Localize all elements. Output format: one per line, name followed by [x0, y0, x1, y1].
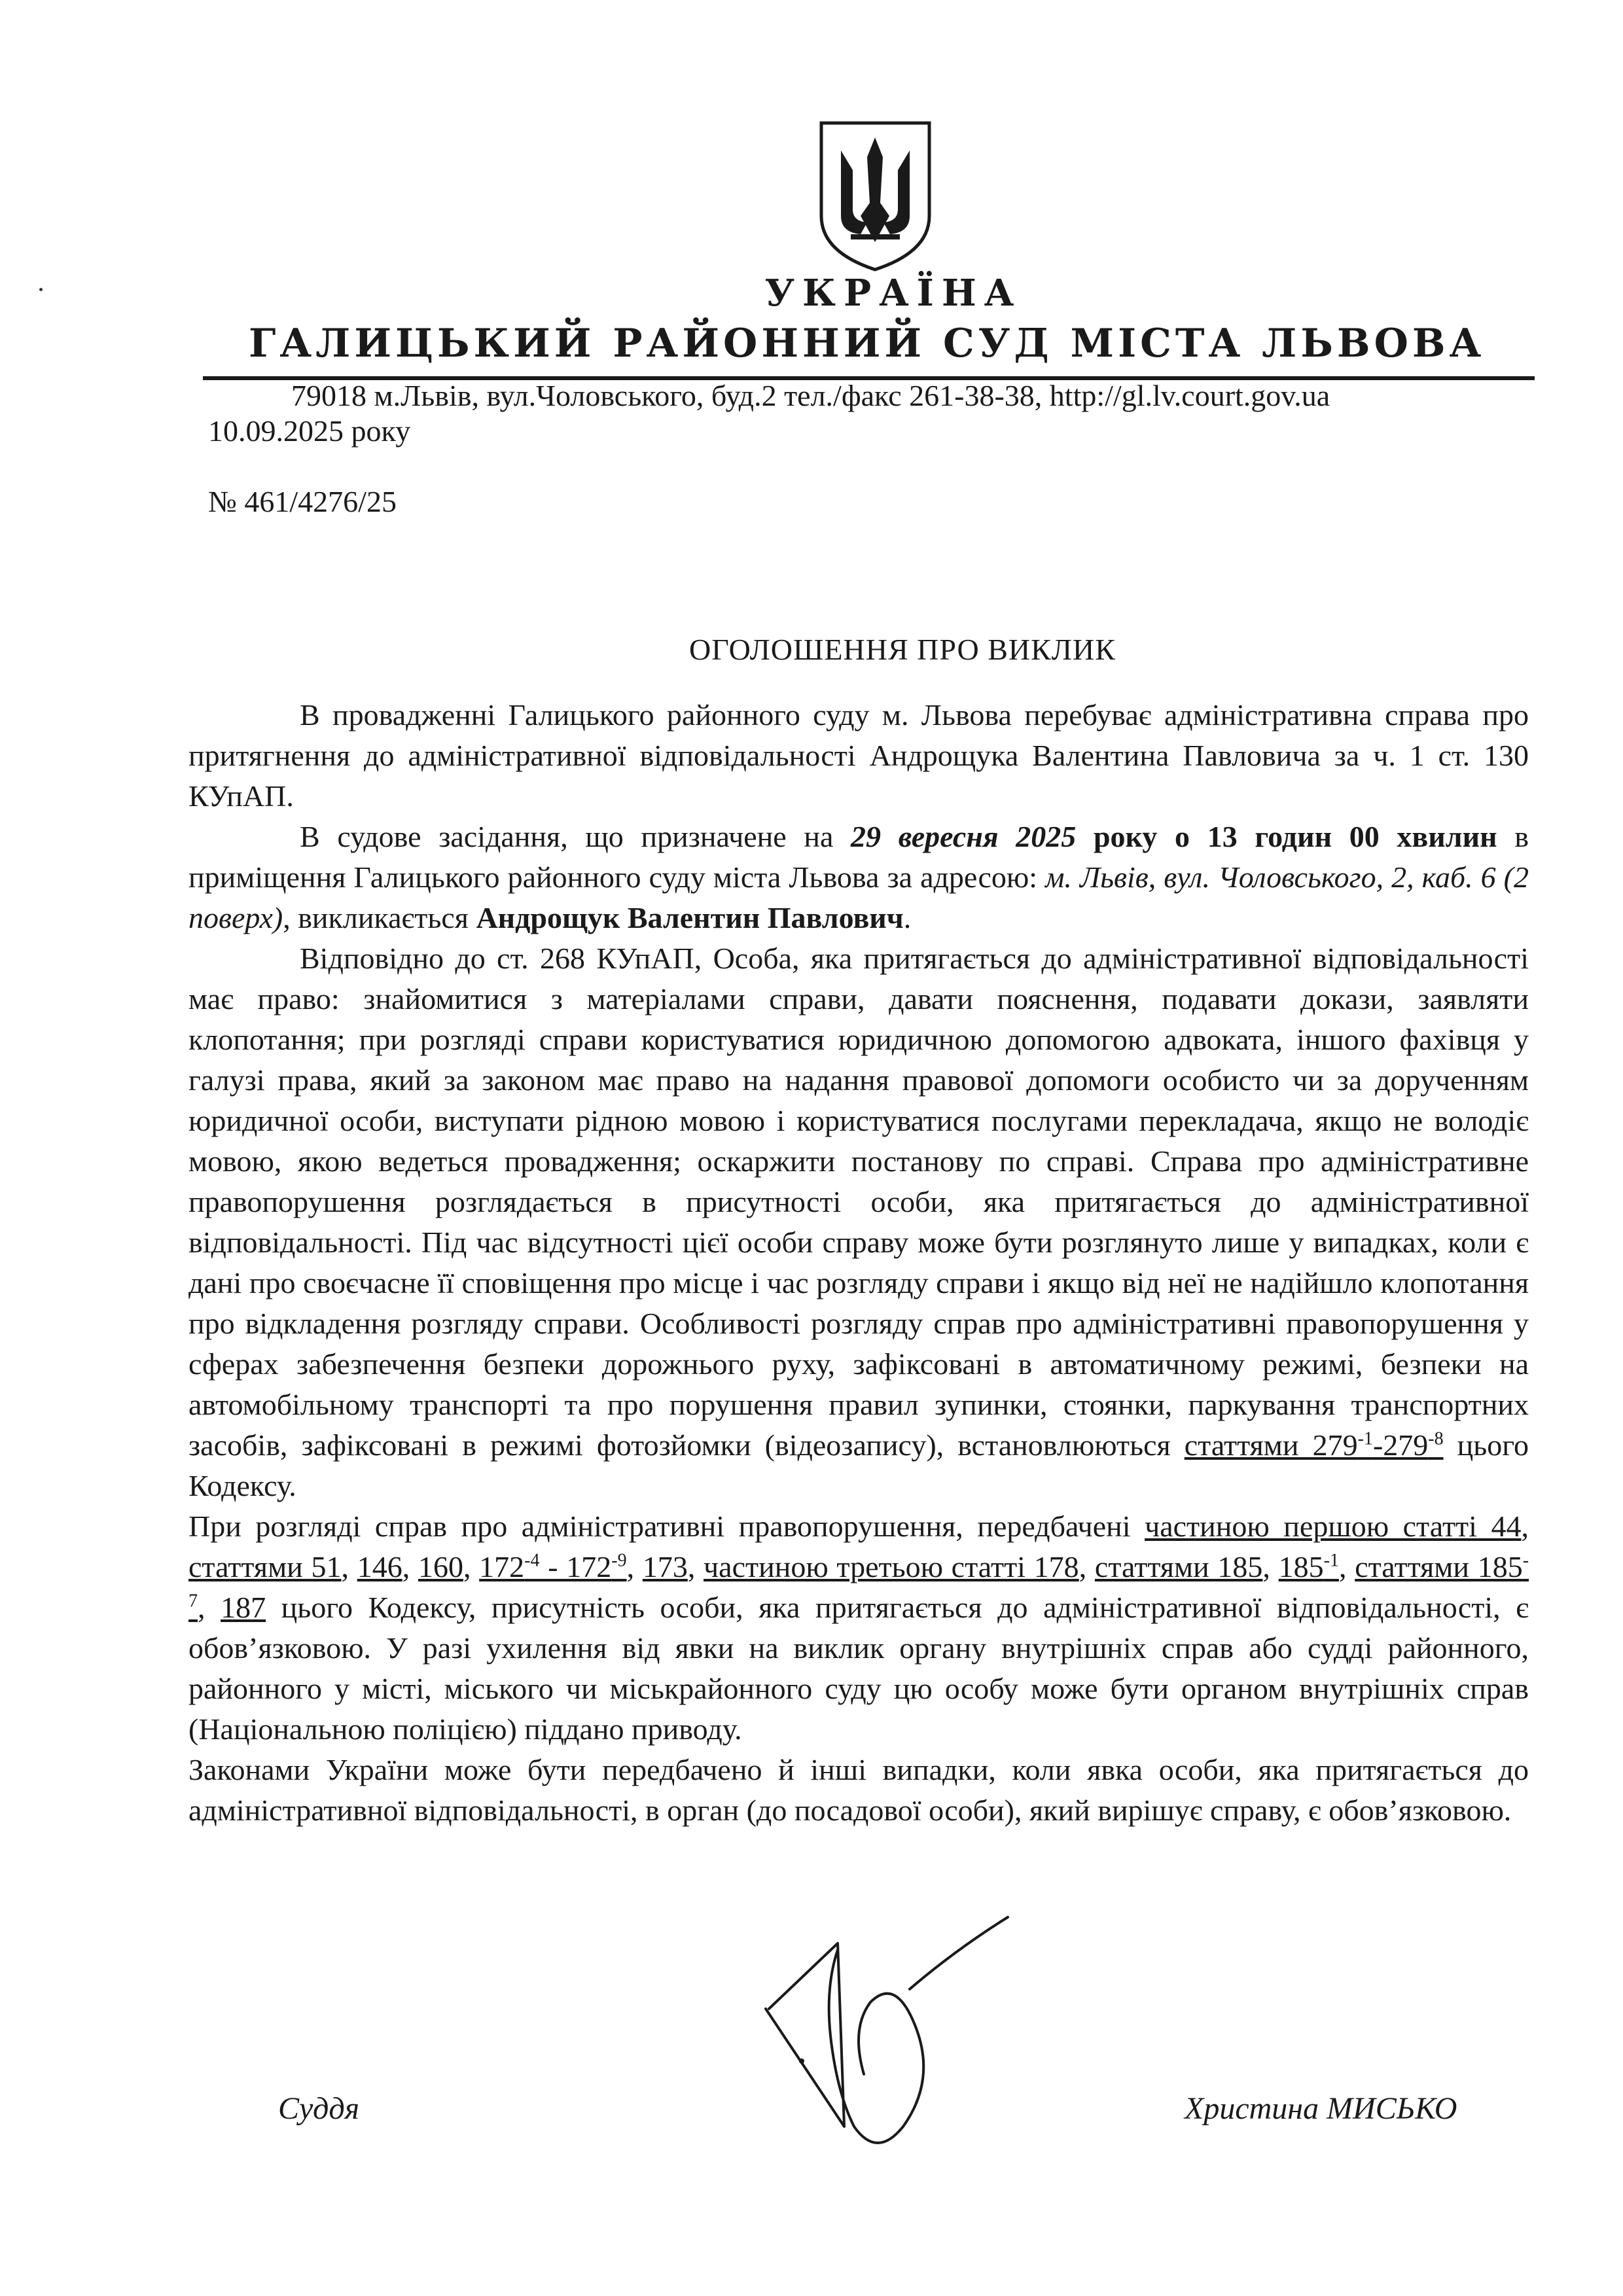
law-link-44[interactable]: частиною першою статті 44	[1145, 1510, 1522, 1543]
document-date: 10.09.2025 року	[208, 414, 411, 448]
law-link-187[interactable]: 187	[221, 1591, 266, 1624]
law-link-51[interactable]: статтями 51	[188, 1550, 342, 1583]
law-link-279[interactable]: статтями $279^{-1}-279^{-8}$	[1184, 1428, 1444, 1462]
court-address: 79018 м.Львів, вул.Чоловського, буд.2 тел./факс 261-38-38, http://gl.lv.court.gov.ua	[291, 379, 1330, 412]
summoned-person: Андрощук Валентин Павлович	[476, 901, 904, 934]
judge-title: Суддя	[278, 2091, 360, 2126]
handwritten-signature	[740, 1911, 1014, 2172]
paragraph-other-cases: Законами України може бути передбачено й інші випадки, коли явка особи, яка притягається до адміністративної відповідальності, в орган (до посадової особи), який вирішує справу, є обов’язковою.	[188, 1753, 1529, 1827]
scan-speck	[39, 288, 43, 291]
law-link-178[interactable]: частиною третьою статті 178	[704, 1550, 1079, 1583]
law-link-160[interactable]: 160	[418, 1550, 463, 1583]
law-link-185-7[interactable]: статтями $185^{-7}$	[188, 1550, 1529, 1612]
document-title: ОГОЛОШЕННЯ ПРО ВИКЛИК	[689, 633, 1116, 666]
law-link-185-1[interactable]: $185^{-1}$	[1278, 1550, 1339, 1583]
paragraph-case-intro: В провадженні Галицького районного суду м. Львова перебуває адміністративна справа про притягнення до адміністративної відповідальності Андрощука Валентина Павловича за ч. 1 ст. 130 КУпАП.	[188, 698, 1529, 813]
judge-name: Христина МИСЬКО	[1185, 2091, 1457, 2126]
law-link-172[interactable]: $172^{-4} - 172^{-9}$	[479, 1550, 627, 1583]
document-body	[188, 695, 1529, 1831]
case-number: № 461/4276/25	[208, 485, 397, 518]
court-name-heading: ГАЛИЦЬКИЙ РАЙОННИЙ СУД МІСТА ЛЬВОВА	[249, 321, 1486, 366]
hearing-date: 29 вересня 2025	[851, 820, 1077, 853]
country-heading: УКРАЇНА	[764, 272, 1022, 315]
law-link-173[interactable]: 173	[642, 1550, 688, 1583]
law-link-146[interactable]: 146	[357, 1550, 402, 1583]
paragraph-mandatory-presence: При розгляді справ про адміністративні правопорушення, передбачені частиною першою статті 44, статтями 51, 146, 160, $172^{-4} - 172^{-9}$, 173, частиною третьою статті 178, статтями 185, $185^{-1}$, статтями $185^{-7}$, 187 цього Кодексу, присутність особи, яка притягається до адміністративної відповідальності, є обов’язковою. У разі ухилення від явки на виклик органу внутрішніх справ або судді районного, районного у місті, міського чи міськрайонного суду цю особу може бути органом внутрішніх справ (Національною поліцією) піддано приводу.	[188, 1510, 1529, 1746]
paragraph-rights: Відповідно до ст. 268 КУпАП, Особа, яка притягається до адміністративної відповідальності має право: знайомитися з матеріалами справи, давати пояснення, подавати докази, заявляти клопотання; при розгляді справи користуватися юридичною допомогою адвоката, іншого фахівця у галузі права, який за законом має право на надання правової допомоги особисто чи за дорученням юридичної особи, виступати рідною мовою і користуватися послугами перекладача, якщо не володіє мовою, якою ведеться провадження; оскаржити постанову по справі. Справа про адміністративне правопорушення розглядається в присутності особи, яка притягається до адміністративної відповідальності. Під час відсутності цієї особи справу може бути розглянуто лише у випадках, коли є дані про своєчасне її сповіщення про місце і час розгляду справи і якщо від неї не надійшло клопотання про відкладення розгляду справи. Особливості розгляду справ про адміністративні правопорушення у сферах забезпечення безпеки дорожнього руху, зафіксовані в автоматичному режимі, безпеки на автомобільному транспорті та про порушення правил зупинки, стоянки, паркування транспортних засобів, зафіксовані в режимі фотозйомки (відеозапису), встановлюються статтями $279^{-1}-279^{-8}$ цього Кодексу.	[188, 942, 1529, 1502]
hearing-address: м. Львів, вул. Чоловського, 2, каб. 6 (2 поверх)	[188, 860, 1529, 934]
paragraph-hearing-notice: В судове засідання, що призначене на 29 вересня 2025 року о 13 годин 00 хвилин в приміщення Галицького районного суду міста Львова за адресою: м. Львів, вул. Чоловського, 2, каб. 6 (2 поверх), викликається Андрощук Валентин Павлович.	[188, 820, 1529, 934]
tryzub-coat-of-arms-icon	[815, 118, 936, 275]
law-link-185[interactable]: статтями 185	[1094, 1550, 1263, 1583]
